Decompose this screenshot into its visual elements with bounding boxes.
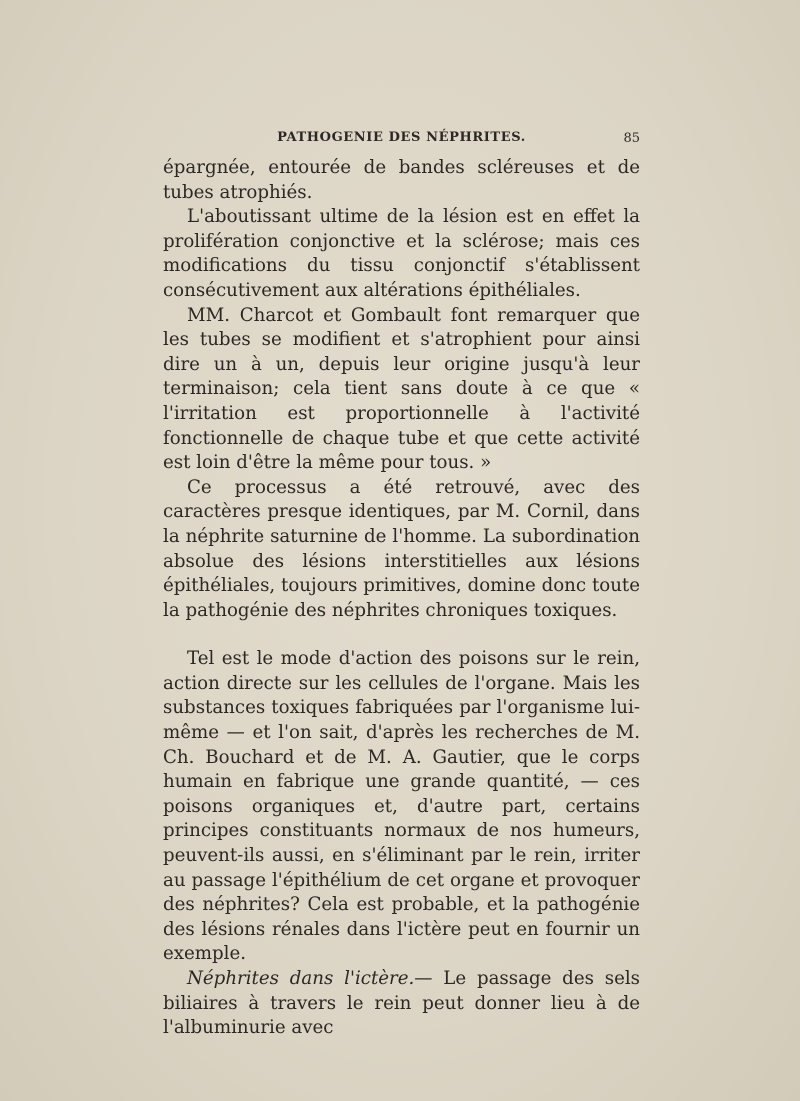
body-text (163, 156, 640, 1041)
section-gap (163, 623, 640, 647)
paragraph-ictere (163, 967, 640, 1041)
ictere-text: — Le passage des sels biliaires à travers le rein peut donner lieu à de l'albuminurie avec (163, 968, 640, 1039)
paragraph-continuation: épargnée, entourée de bandes scléreuses et de tubes atrophiés. (163, 157, 640, 203)
paragraph-charcot-gombault: MM. Charcot et Gombault font remarquer que les tubes se modifient et s'atrophient pour ainsi dire un à un, depuis leur origine jusqu'à leur terminaison; cela tient sans doute à ce que « l'irritation est proportionnelle à l'activité fonctionnelle de chaque tube et que cette activité est loin d'être la même pour tous. » (163, 304, 640, 474)
page-header (163, 130, 640, 150)
page-number: 85 (623, 131, 640, 146)
running-title: PATHOGENIE DES NÉPHRITES. (277, 130, 526, 145)
paragraph-sclerose: L'aboutissant ultime de la lésion est en effet la prolifération conjonctive et la sclérose; mais ces modifications du tissu conjonctif s'établissent consécutivement aux altérations épithéliales. (163, 206, 640, 301)
paragraph-poisons: Tel est le mode d'action des poisons sur le rein, action directe sur les cellules de l'organe. Mais les substances toxiques fabriquées par l'organisme lui-même — et l'on sait, d'après les recherches de M. Ch. Bouchard et de M. A. Gautier, que le corps humain en fabrique une grande quantité, — ces poisons organiques et, d'autre part, certains principes constituants normaux de nos humeurs, peuvent-ils aussi, en s'éliminant par le rein, irriter au passage l'épithélium de cet organe et provoquer des néphrites? Cela est probable, et la pathogénie des lésions rénales dans l'ictère peut en fournir un exemple. (163, 648, 640, 965)
paragraph-cornil: Ce processus a été retrouvé, avec des caractères presque identiques, par M. Cornil, dans la néphrite saturnine de l'homme. La subordination absolue des lésions interstitielles aux lésions épithéliales, toujours primitives, domine donc toute la pathogénie des néphrites chroniques toxiques. (163, 476, 640, 621)
ictere-heading: Néphrites dans l'ictère. (187, 968, 415, 989)
